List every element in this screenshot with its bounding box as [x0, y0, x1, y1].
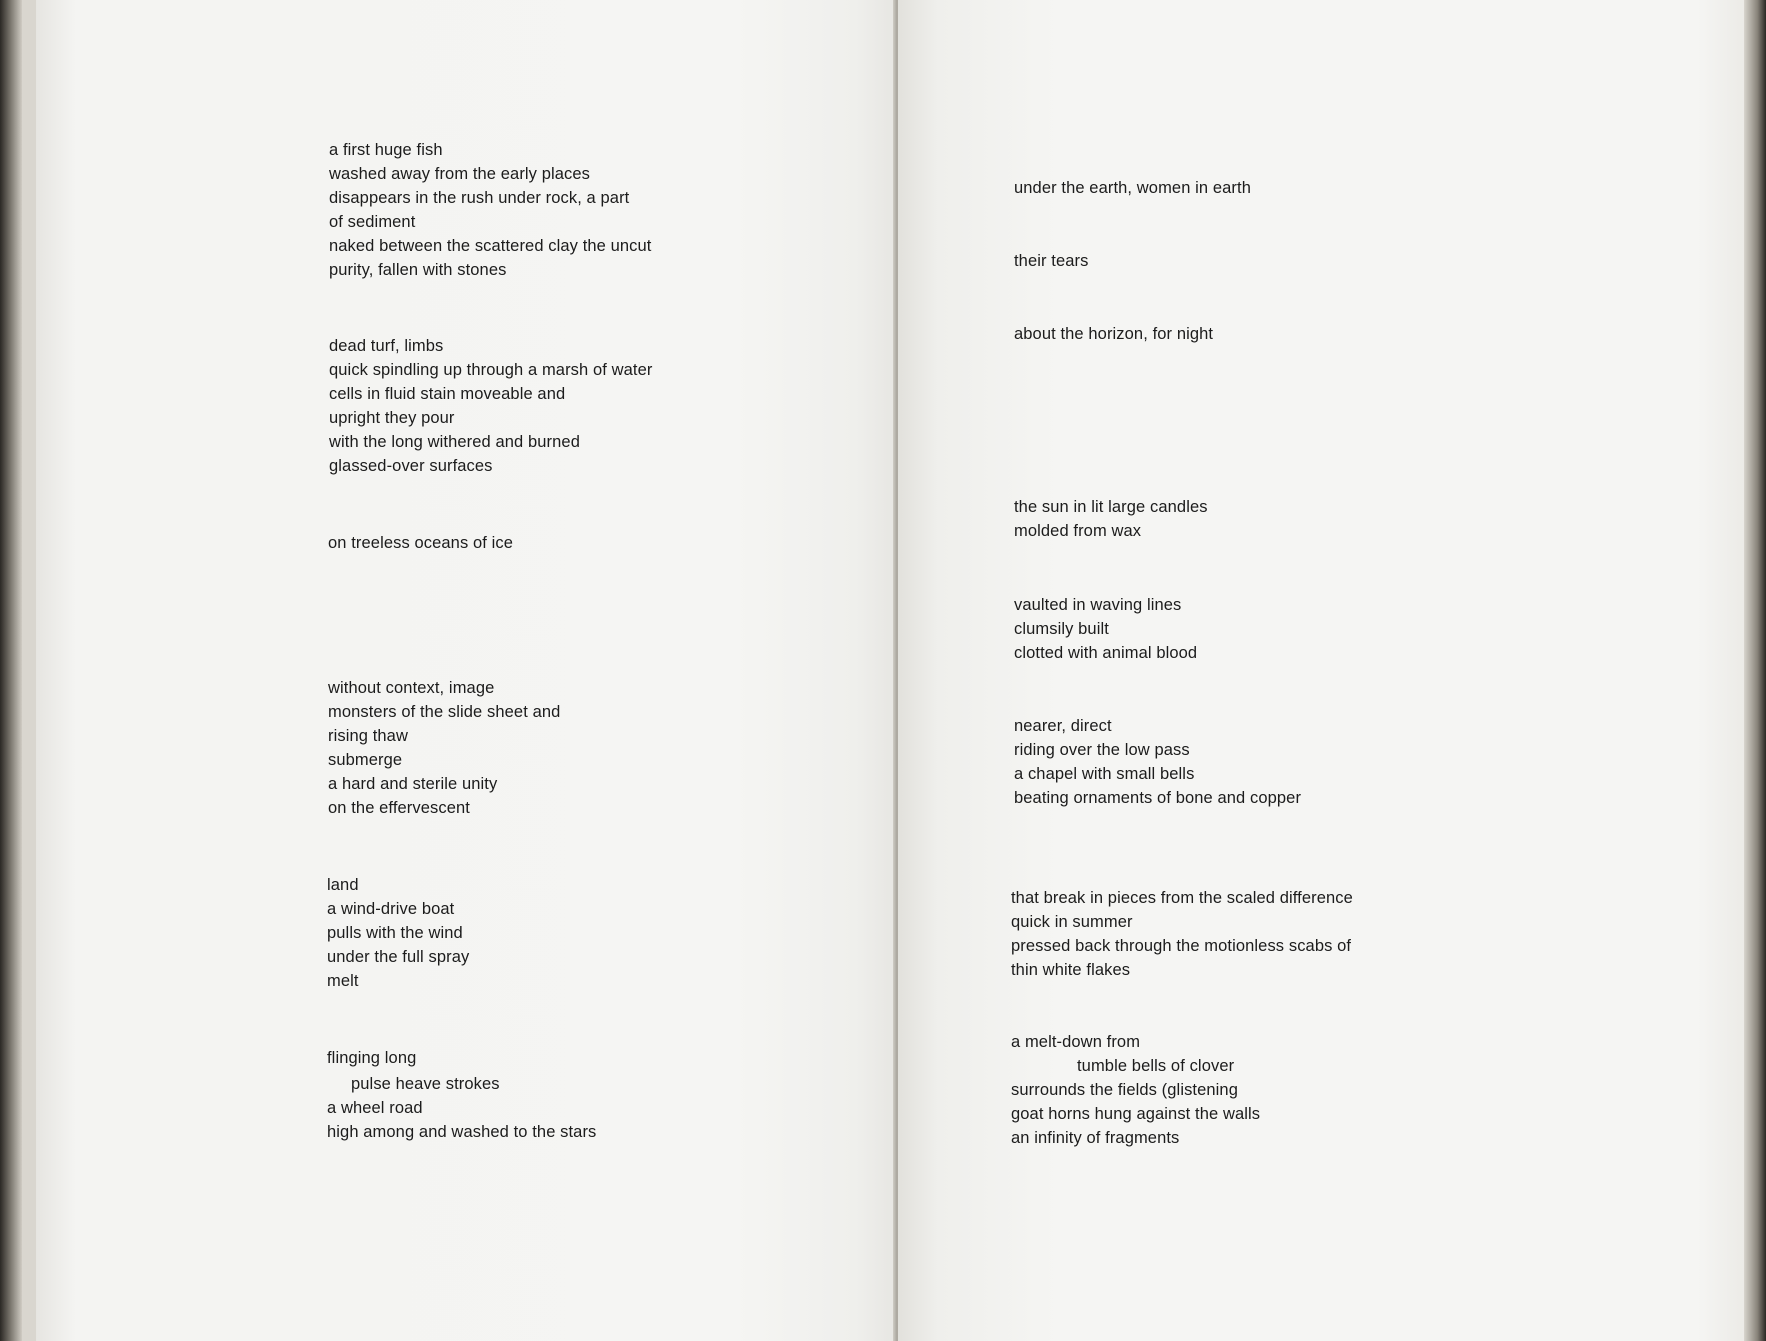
poem-line: melt	[327, 972, 359, 990]
poem-line: about the horizon, for night	[1014, 325, 1214, 343]
poem-line: on the effervescent	[328, 799, 470, 817]
poem-line: an infinity of fragments	[1011, 1129, 1180, 1147]
poem-line: flinging long	[327, 1049, 417, 1067]
poem-line: clotted with animal blood	[1014, 644, 1198, 662]
poem-line: a wheel road	[327, 1099, 423, 1117]
poem-line: a chapel with small bells	[1014, 765, 1195, 783]
poem-line: rising thaw	[328, 727, 408, 745]
poem-line: clumsily built	[1014, 620, 1109, 638]
poem-line: thin white flakes	[1011, 961, 1131, 979]
poem-line: on treeless oceans of ice	[328, 534, 514, 552]
poem-line: upright they pour	[329, 409, 455, 427]
poem-line: pulse heave strokes	[351, 1075, 500, 1093]
poem-line: dead turf, limbs	[329, 337, 444, 355]
poem-line: vaulted in waving lines	[1014, 596, 1182, 614]
poem-line: under the full spray	[327, 948, 470, 966]
poem-line: high among and washed to the stars	[327, 1123, 597, 1141]
right-page	[898, 0, 1744, 1341]
poem-line: a hard and sterile unity	[328, 775, 498, 793]
poem-line: monsters of the slide sheet and	[328, 703, 561, 721]
poem-line: riding over the low pass	[1014, 741, 1190, 759]
poem-line: that break in pieces from the scaled difference	[1011, 889, 1353, 907]
poem-line: of sediment	[329, 213, 416, 231]
poem-line: tumble bells of clover	[1077, 1057, 1235, 1075]
poem-line: quick spindling up through a marsh of water	[329, 361, 653, 379]
poem-line: washed away from the early places	[329, 165, 591, 183]
poem-line: cells in fluid stain moveable and	[329, 385, 566, 403]
poem-line: molded from wax	[1014, 522, 1142, 540]
poem-line: pulls with the wind	[327, 924, 463, 942]
poem-line: the sun in lit large candles	[1014, 498, 1208, 516]
poem-line: a wind-drive boat	[327, 900, 455, 918]
poem-line: disappears in the rush under rock, a part	[329, 189, 630, 207]
poem-line: under the earth, women in earth	[1014, 179, 1251, 197]
poem-line: beating ornaments of bone and copper	[1014, 789, 1302, 807]
right-page-edge	[1744, 0, 1766, 1341]
poem-line: surrounds the fields (glistening	[1011, 1081, 1238, 1099]
poem-line: pressed back through the motionless scabs of	[1011, 937, 1352, 955]
poem-line: quick in summer	[1011, 913, 1133, 931]
poem-line: naked between the scattered clay the uncut	[329, 237, 652, 255]
poem-line: submerge	[328, 751, 403, 769]
poem-line: with the long withered and burned	[329, 433, 580, 451]
poem-line: a first huge fish	[329, 141, 443, 159]
poem-line: a melt-down from	[1011, 1033, 1141, 1051]
poem-line: without context, image	[328, 679, 495, 697]
poem-line: land	[327, 876, 359, 894]
poem-line: purity, fallen with stones	[329, 261, 507, 279]
poem-line: goat horns hung against the walls	[1011, 1105, 1261, 1123]
poem-line: glassed-over surfaces	[329, 457, 493, 475]
left-page-edge	[0, 0, 22, 1341]
left-page	[22, 0, 909, 1341]
poem-line: their tears	[1014, 252, 1089, 270]
poem-line: nearer, direct	[1014, 717, 1112, 735]
